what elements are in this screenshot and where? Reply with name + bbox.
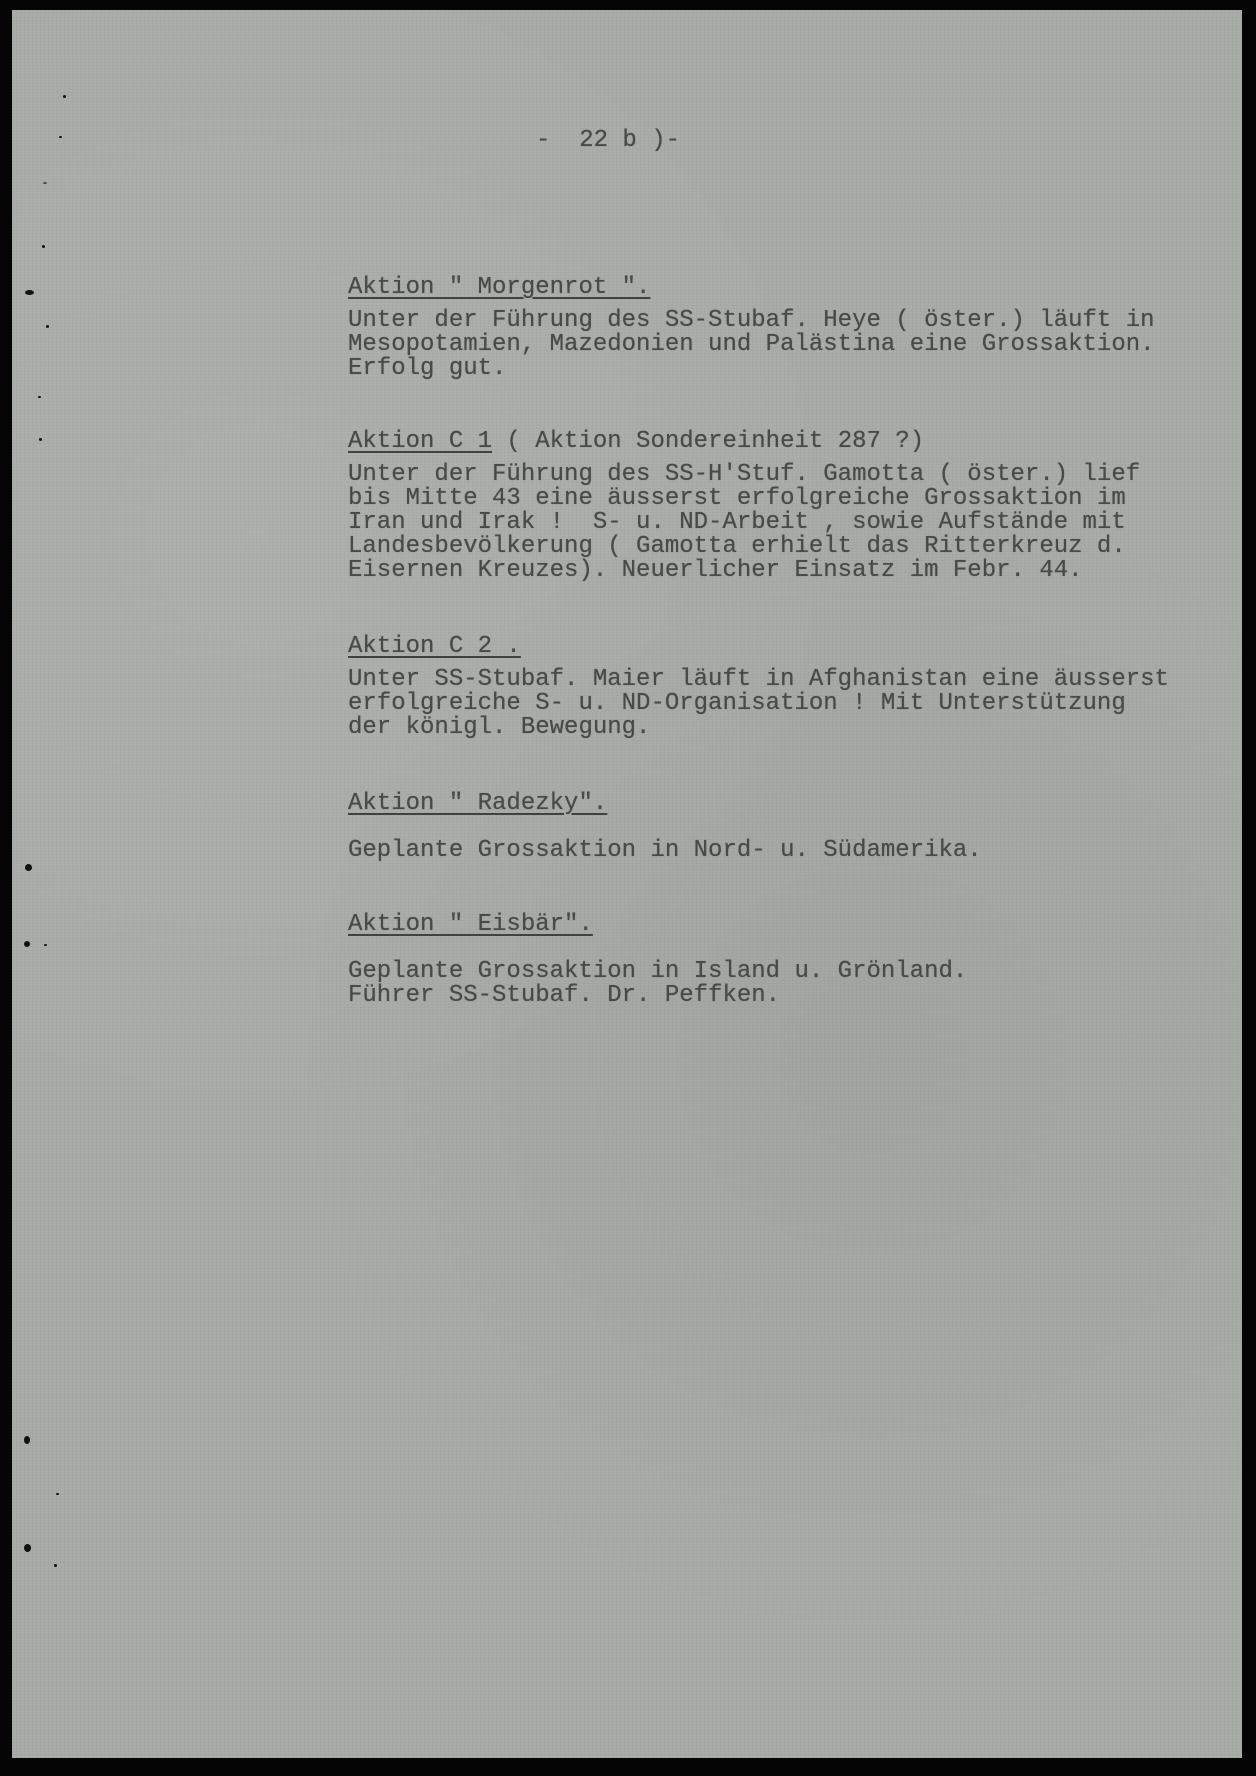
section-body-line: Eisernen Kreuzes). Neuerlicher Einsatz im Febr. 44.: [348, 557, 1083, 584]
margin-speck: [39, 438, 42, 441]
margin-speck: [54, 1564, 57, 1567]
margin-punch-mark: [25, 290, 34, 295]
page-number: - 22 b )-: [536, 127, 681, 154]
margin-speck: [43, 182, 47, 184]
section-body-line: der königl. Bewegung.: [348, 714, 651, 741]
margin-speck: [44, 944, 47, 946]
margin-punch-mark: [24, 941, 30, 947]
margin-speck: [56, 1493, 59, 1495]
section-body-line: Erfolg gut.: [348, 355, 507, 382]
section-heading-suffix-c1: ( Aktion Sondereinheit 287 ?): [492, 428, 925, 455]
section-heading-morgenrot: Aktion " Morgenrot ".: [348, 274, 651, 301]
section-body-line: Landesbevölkerung ( Gamotta erhielt das Ritterkreuz d.: [348, 533, 1126, 560]
section-body-line: bis Mitte 43 eine äusserst erfolgreiche Grossaktion im: [348, 485, 1126, 512]
section-body-line: Unter der Führung des SS-Stubaf. Heye ( öster.) läuft in: [348, 307, 1155, 334]
section-body-line: Unter der Führung des SS-H'Stuf. Gamotta ( öster.) lief: [348, 461, 1141, 488]
section-body-line: Mesopotamien, Mazedonien und Palästina eine Grossaktion.: [348, 331, 1155, 358]
margin-speck: [63, 95, 66, 98]
section-heading-row-c1: [348, 430, 924, 454]
document-page: [12, 10, 1242, 1758]
section-heading-c1: Aktion C 1: [348, 428, 493, 455]
margin-punch-mark: [24, 1544, 31, 1552]
section-heading-c2: Aktion C 2 .: [348, 633, 521, 660]
section-heading-radezky: Aktion " Radezky".: [348, 790, 608, 817]
section-heading-eisbaer: Aktion " Eisbär".: [348, 911, 593, 938]
section-body-line: Iran und Irak ! S- u. ND-Arbeit , sowie Aufstände mit: [348, 509, 1126, 536]
margin-punch-mark: [25, 864, 32, 871]
section-body-line: Unter SS-Stubaf. Maier läuft in Afghanistan eine äusserst: [348, 666, 1169, 693]
margin-punch-mark: [24, 1436, 30, 1444]
margin-speck: [38, 396, 41, 398]
margin-speck: [42, 245, 45, 248]
section-body-line: Führer SS-Stubaf. Dr. Peffken.: [348, 982, 781, 1009]
section-body-line: Geplante Grossaktion in Island u. Grönland.: [348, 958, 968, 985]
margin-speck: [46, 325, 49, 328]
section-body-line: Geplante Grossaktion in Nord- u. Südamerika.: [348, 837, 982, 864]
margin-speck: [59, 136, 62, 138]
section-body-line: erfolgreiche S- u. ND-Organisation ! Mit Unterstützung: [348, 690, 1126, 717]
